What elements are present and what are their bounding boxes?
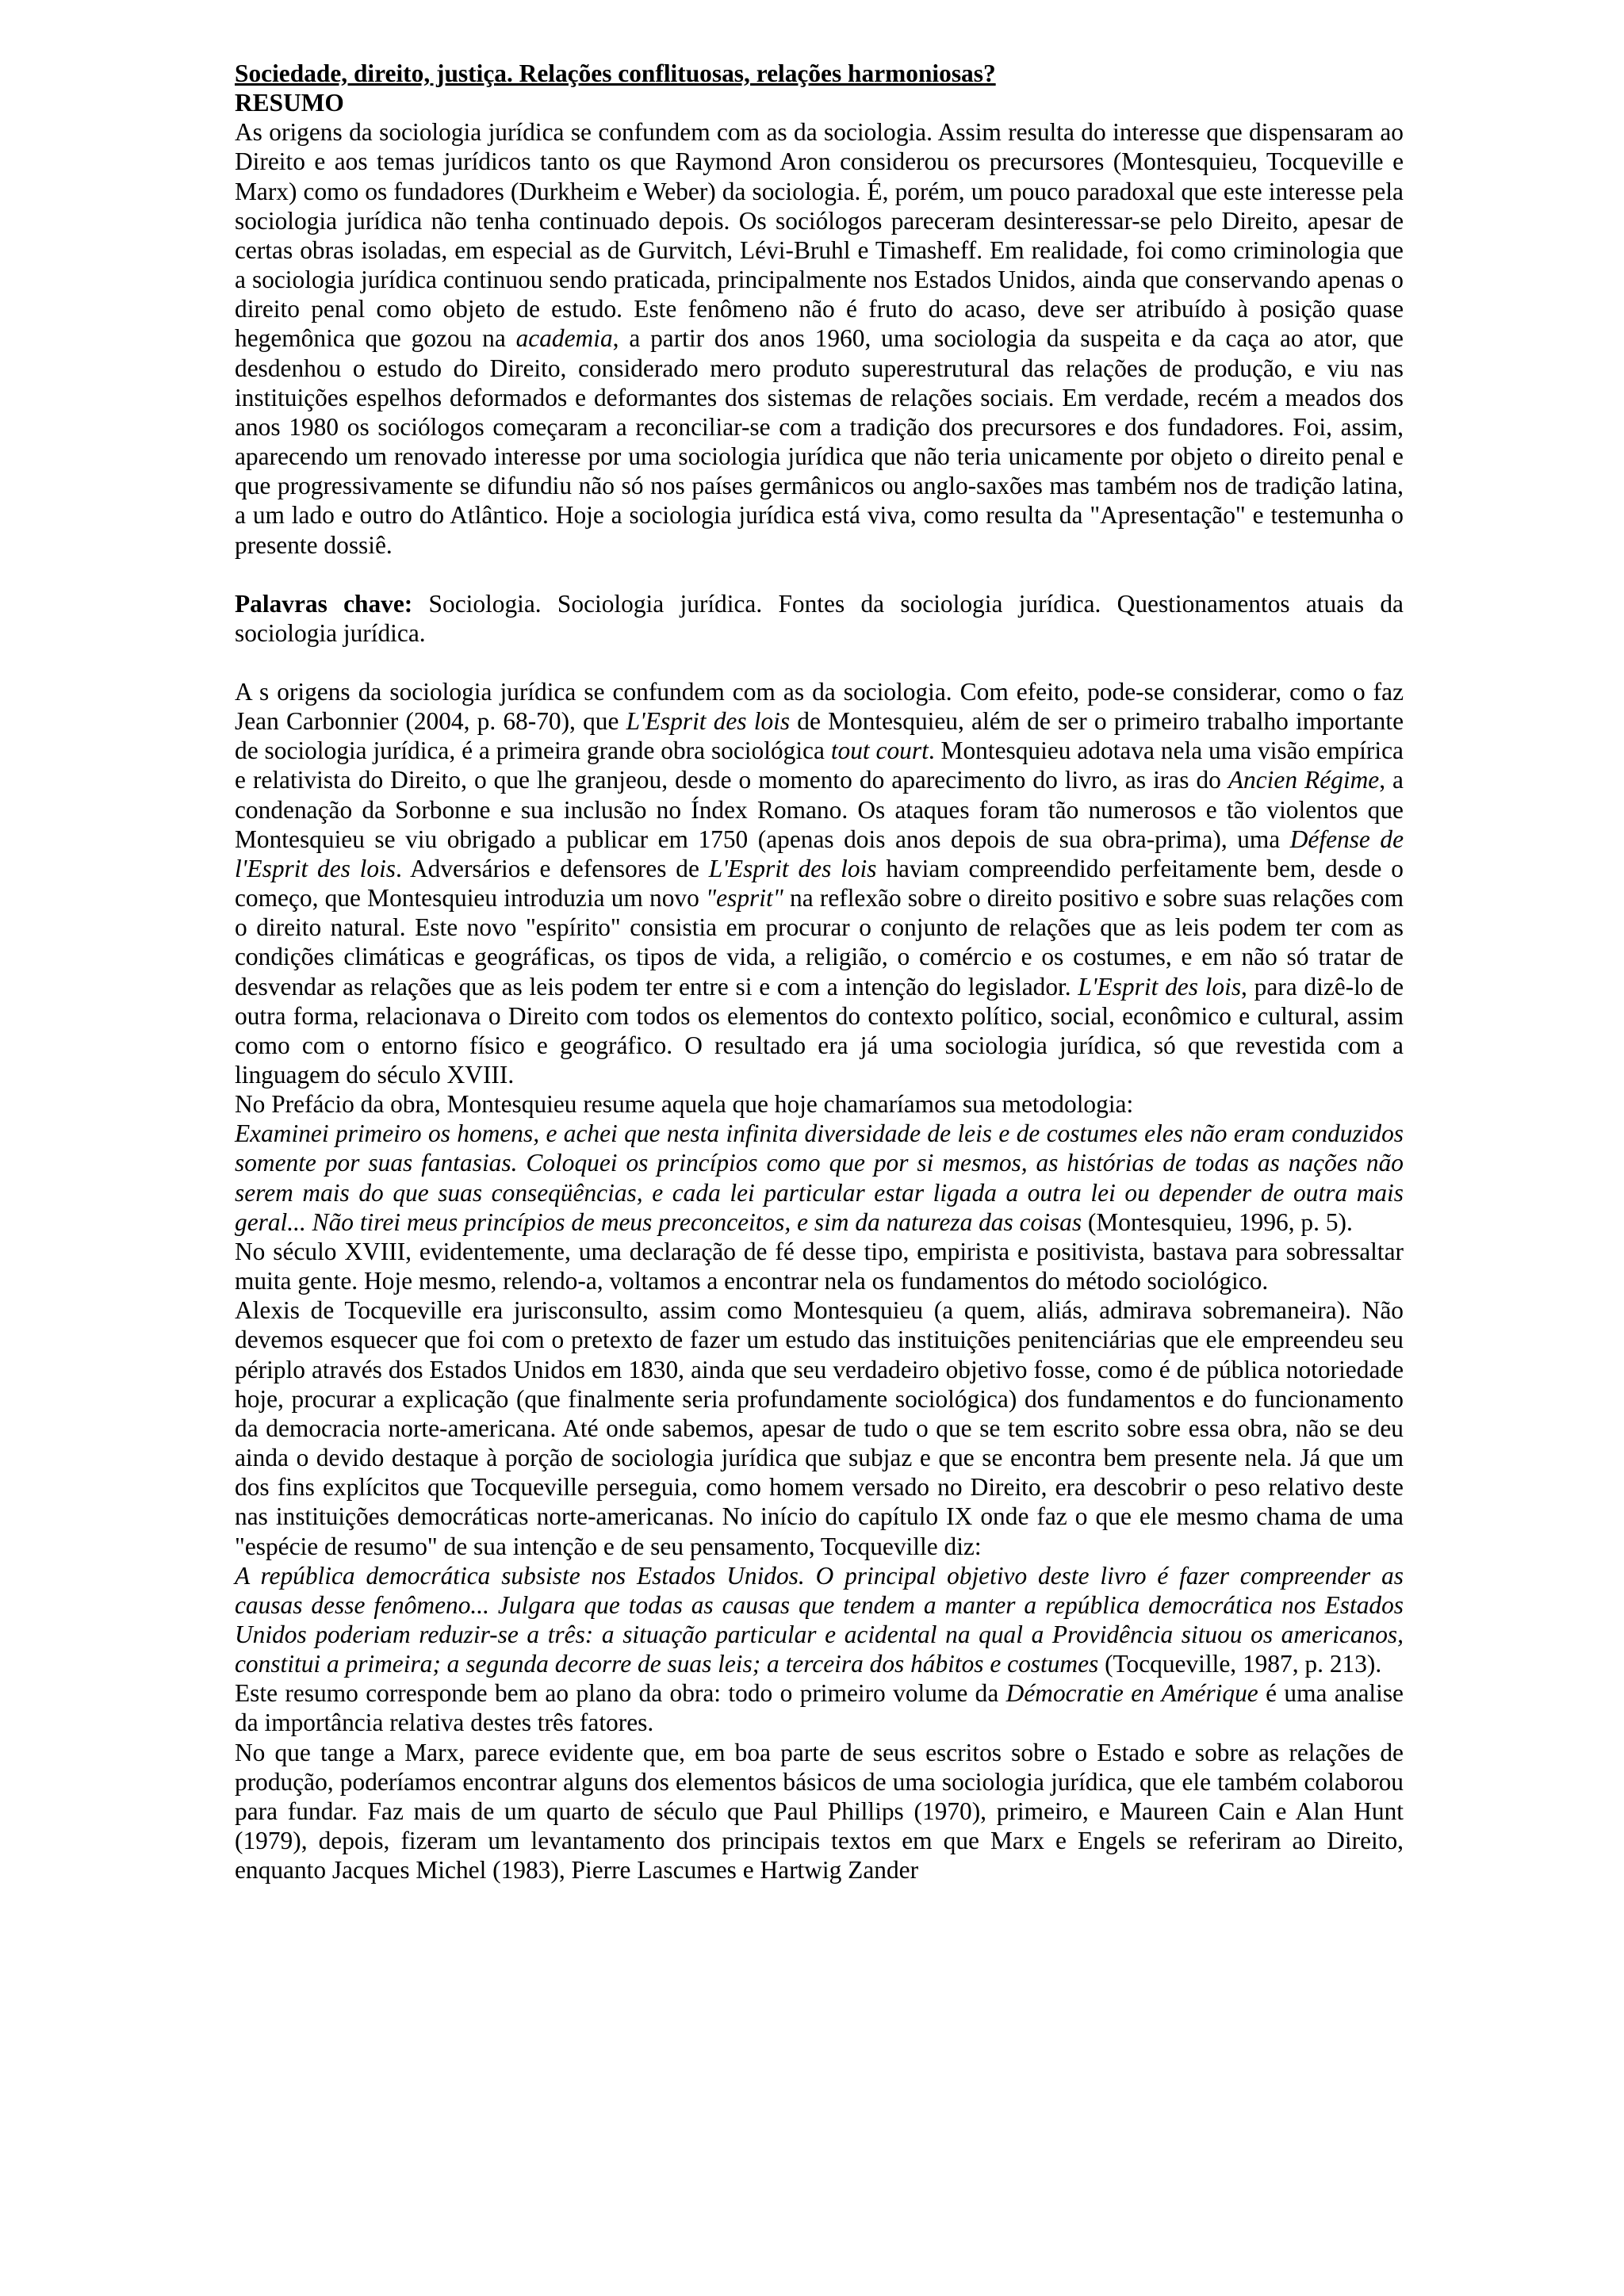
body-paragraph-prefacio: No Prefácio da obra, Montesquieu resume aquela que hoje chamaríamos sua metodologia: [235, 1090, 1134, 1119]
document-title: Sociedade, direito, justiça. Relações conflituosas, relações harmoniosas? [235, 59, 996, 87]
document-page [235, 59, 1404, 1885]
body-paragraph-montesquieu: A s origens da sociologia jurídica se confundem com as da sociologia. Com efeito, pode-se considerar, como o faz Jean Carbonnier (2004, p. 68-70), que L'Esprit des lois de Montesquieu, além de ser o primeiro trabalho importante de sociologia jurídica, é a primeira grande obra sociológica tout court. Montesquieu adotava nela uma visão empírica e relativista do Direito, o que lhe granjeou, desde o momento do aparecimento do livro, as iras do Ancien Régime, a condenação da Sorbonne e sua inclusão no Índex Romano. Os ataques foram tão numerosos e tão violentos que Montesquieu se viu obrigado a publicar em 1750 (apenas dois anos depois de sua obra-prima), uma Défense de l'Esprit des lois. Adversários e defensores de L'Esprit des lois haviam compreendido perfeitamente bem, desde o começo, que Montesquieu introduzia um novo "esprit" na reflexão sobre o direito positivo e sobre suas relações com o direito natural. Este novo "espírito" consistia em procurar o conjunto de relações que as leis podem ter com as condições climáticas e geográficas, os tipos de vida, a religião, o comércio e os costumes, e em não só tratar de desvendar as relações que as leis podem ter entre si e com a intenção do legislador. L'Esprit des lois, para dizê-lo de outra forma, relacionava o Direito com todos os elementos do contexto político, social, econômico e cultural, assim como com o entorno físico e geográfico. O resultado era já uma sociologia jurídica, só que revestida com a linguagem do século XVIII. [235, 677, 1404, 1089]
quote-montesquieu: Examinei primeiro os homens, e achei que nesta infinita diversidade de leis e de costumes eles não eram conduzidos somente por suas fantasias. Coloquei os princípios como que por si mesmos, as histórias de todas as nações não serem mais do que suas conseqüências, e cada lei particular estar ligada a outra lei ou depender de outra mais geral... Não tirei meus princípios de meus preconceitos, e sim da natureza das coisas (Montesquieu, 1996, p. 5). [235, 1119, 1404, 1236]
abstract-heading: RESUMO [235, 89, 344, 117]
abstract-paragraph: As origens da sociologia jurídica se confundem com as da sociologia. Assim resulta do interesse que dispensaram ao Direito e aos temas jurídicos tanto os que Raymond Aron considerou os precursores (Montesquieu, Tocqueville e Marx) como os fundadores (Durkheim e Weber) da sociologia. É, porém, um pouco paradoxal que este interesse pela sociologia jurídica não tenha continuado depois. Os sociólogos pareceram desinteressar-se pelo Direito, apesar de certas obras isoladas, em especial as de Gurvitch, Lévi-Bruhl e Timasheff. Em realidade, foi como criminologia que a sociologia jurídica continuou sendo praticada, principalmente nos Estados Unidos, ainda que conservando apenas o direito penal como objeto de estudo. Este fenômeno não é fruto do acaso, deve ser atribuído à posição quase hegemônica que gozou na academia, a partir dos anos 1960, uma sociologia da suspeita e da caça ao ator, que desdenhou o estudo do Direito, considerado mero produto superestrutural das relações de produção, e viu nas instituições espelhos deformados e deformantes dos sistemas de relações sociais. Em verdade, recém a meados dos anos 1980 os sociólogos começaram a reconciliar-se com a tradição dos precursores e dos fundadores. Foi, assim, aparecendo um renovado interesse por uma sociologia jurídica que não teria unicamente por objeto o direito penal e que progressivamente se difundiu não só nos países germânicos ou anglo-saxões mas também nos de tradição latina, a um lado e outro do Atlântico. Hoje a sociologia jurídica está viva, como resulta da "Apresentação" e testemunha o presente dossiê. [235, 118, 1404, 559]
keywords-label: Palavras chave: [235, 589, 413, 618]
body-paragraph-marx: No que tange a Marx, parece evidente que, em boa parte de seus escritos sobre o Estado e sobre as relações de produção, poderíamos encontrar alguns dos elementos básicos de uma sociologia jurídica, que ele também colaborou para fundar. Faz mais de um quarto de século que Paul Phillips (1970), primeiro, e Maureen Cain e Alan Hunt (1979), depois, fizeram um levantamento dos principais textos em que Marx e Engels se referiram ao Direito, enquanto Jacques Michel (1983), Pierre Lascumes e Hartwig Zander [235, 1738, 1404, 1885]
spacer [235, 648, 1404, 677]
quote-tocqueville: A república democrática subsiste nos Estados Unidos. O principal objetivo deste livro é fazer compreender as causas desse fenômeno... Julgara que todas as causas que tendem a manter a república democrática nos Estados Unidos poderiam reduzir-se a três: a situação particular e acidental na qual a Providência situou os americanos, constitui a primeira; a segunda decorre de suas leis; a terceira dos hábitos e costumes (Tocqueville, 1987, p. 213). [235, 1561, 1404, 1678]
keywords-paragraph: Palavras chave: Sociologia. Sociologia jurídica. Fontes da sociologia jurídica. Questionamentos atuais da sociologia jurídica. [235, 589, 1404, 647]
body-paragraph-tocqueville: Alexis de Tocqueville era jurisconsulto, assim como Montesquieu (a quem, aliás, admirava sobremaneira). Não devemos esquecer que foi com o pretexto de fazer um estudo das instituições penitenciárias que ele empreendeu seu périplo através dos Estados Unidos em 1830, ainda que seu verdadeiro objetivo fosse, como é de pública notoriedade hoje, procurar a explicação (que finalmente seria profundamente sociológica) dos fundamentos e do funcionamento da democracia norte-americana. Até onde sabemos, apesar de tudo o que se tem escrito sobre essa obra, não se deu ainda o devido destaque à porção de sociologia jurídica que subjaz e que se encontra bem presente nela. Já que um dos fins explícitos que Tocqueville perseguia, como homem versado no Direito, era descobrir o peso relativo deste nas instituições democráticas norte-americanas. No início do capítulo IX onde faz o que ele mesmo chama de uma "espécie de resumo" de sua intenção e de seu pensamento, Tocqueville diz: [235, 1296, 1404, 1560]
body-paragraph-seculo: No século XVIII, evidentemente, uma declaração de fé desse tipo, empirista e positivista, bastava para sobressaltar muita gente. Hoje mesmo, relendo-a, voltamos a encontrar nela os fundamentos do método sociológico. [235, 1237, 1404, 1295]
body-paragraph-resumo: Este resumo corresponde bem ao plano da obra: todo o primeiro volume da Démocratie en Amérique é uma analise da importância relativa destes três fatores. [235, 1679, 1404, 1737]
spacer [235, 560, 1404, 589]
